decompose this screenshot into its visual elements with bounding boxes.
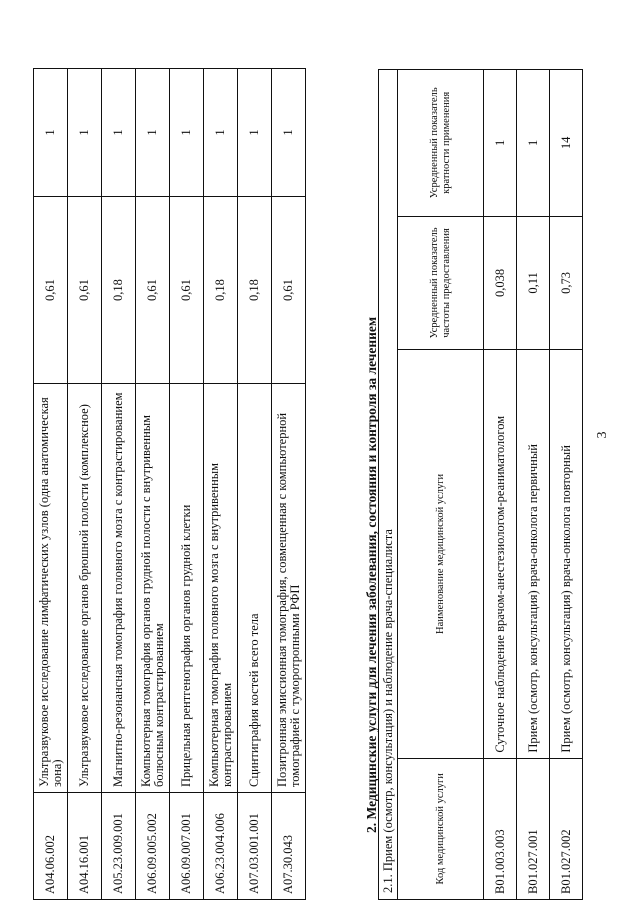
treatment-table-body	[379, 70, 583, 900]
services-table-body	[34, 69, 306, 900]
table-row	[68, 69, 102, 900]
multiplicity-value: 1	[170, 69, 204, 197]
frequency-value: 0,11	[517, 216, 550, 349]
service-name: Позитронная эмиссионная томография, совмещенная с компьютерной томографией с туморотропными РФП	[272, 384, 306, 793]
frequency-value: 0,61	[170, 197, 204, 384]
multiplicity-value: 1	[102, 69, 136, 197]
service-name: Суточное наблюдение врачом-анестезиологом-реаниматологом	[484, 350, 517, 758]
frequency-value: 0,18	[204, 197, 238, 384]
header-multiplicity: Усредненный показатель кратности применения	[398, 70, 484, 217]
frequency-value: 0,61	[34, 197, 68, 384]
table-row	[204, 69, 238, 900]
page-number: 3	[595, 431, 610, 439]
services-table-treatment	[378, 69, 583, 900]
service-code: B01.003.003	[484, 758, 517, 899]
table-row	[517, 70, 550, 900]
service-code: B01.027.002	[550, 758, 583, 899]
multiplicity-value: 1	[68, 69, 102, 197]
service-code: A04.06.002	[34, 793, 68, 900]
service-code: B01.027.001	[517, 758, 550, 899]
multiplicity-value: 1	[136, 69, 170, 197]
service-code: A06.09.007.001	[170, 793, 204, 900]
multiplicity-value: 1	[272, 69, 306, 197]
multiplicity-value: 1	[517, 70, 550, 217]
header-row	[398, 70, 484, 900]
subsection-title: 2.1. Прием (осмотр, консультация) и наблюдение врача-специалиста	[379, 70, 398, 900]
frequency-value: 0,61	[272, 197, 306, 384]
table-row	[484, 70, 517, 900]
services-table-diagnostics	[33, 68, 306, 900]
frequency-value: 0,18	[102, 197, 136, 384]
frequency-value: 0,61	[136, 197, 170, 384]
service-code: A07.03.001.001	[238, 793, 272, 900]
service-name: Прием (осмотр, консультация) врача-онколога первичный	[517, 350, 550, 758]
frequency-value: 0,18	[238, 197, 272, 384]
multiplicity-value: 1	[238, 69, 272, 197]
table-row	[550, 70, 583, 900]
table-row	[238, 69, 272, 900]
multiplicity-value: 1	[484, 70, 517, 217]
multiplicity-value: 1	[34, 69, 68, 197]
table-row	[102, 69, 136, 900]
subsection-row	[379, 70, 398, 900]
frequency-value: 0,61	[68, 197, 102, 384]
frequency-value: 0,038	[484, 216, 517, 349]
service-name: Ультразвуковое исследование лимфатических узлов (одна анатомическая зона)	[34, 384, 68, 793]
service-name: Компьютерная томография головного мозга с внутривенным контрастированием	[204, 384, 238, 793]
header-name: Наименование медицинской услуги	[398, 350, 484, 758]
header-code: Код медицинской услуги	[398, 758, 484, 899]
service-code: A07.30.043	[272, 793, 306, 900]
section-2-title: 2. Медицинские услуги для лечения заболевания, состояния и контроля за лечением	[364, 316, 379, 833]
service-name: Компьютерная томография органов грудной полости с внутривенным болюсным контрастированием	[136, 384, 170, 793]
table-row	[272, 69, 306, 900]
multiplicity-value: 14	[550, 70, 583, 217]
service-name: Магнитно-резонансная томография головного мозга с контрастированием	[102, 384, 136, 793]
service-name: Сцинтиграфия костей всего тела	[238, 384, 272, 793]
header-frequency: Усредненный показатель частоты предоставления	[398, 216, 484, 349]
table-row	[34, 69, 68, 900]
multiplicity-value: 1	[204, 69, 238, 197]
service-name: Ультразвуковое исследование органов брюшной полости (комплексное)	[68, 384, 102, 793]
service-code: A04.16.001	[68, 793, 102, 900]
service-code: A06.23.004.006	[204, 793, 238, 900]
service-code: A06.09.005.002	[136, 793, 170, 900]
service-code: A05.23.009.001	[102, 793, 136, 900]
frequency-value: 0,73	[550, 216, 583, 349]
table-row	[136, 69, 170, 900]
table-row	[170, 69, 204, 900]
service-name: Прием (осмотр, консультация) врача-онколога повторный	[550, 350, 583, 758]
service-name: Прицельная рентгенография органов грудной клетки	[170, 384, 204, 793]
